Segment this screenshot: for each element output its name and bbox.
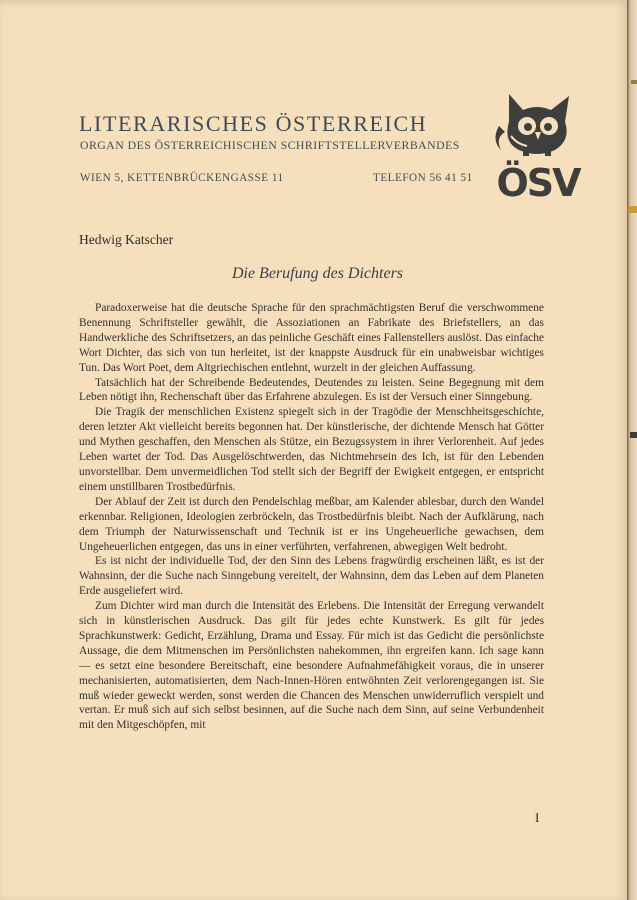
logo-text: ÖSV — [496, 161, 580, 200]
paragraph: Die Tragik der menschlichen Existenz spiegelt sich in der Tragödie der Menschheitsgeschichte, deren letzter Akt vielleicht bereits begonnen hat. Der künstlerische, der dichtende Mensch hat Götter und Mythen geschaffen, den Menschen als Stütze, ein Bezugssystem in ihrer Verlorenheit. Auf jedes Leben wartet der Tod. Das Ausgelöschtwerden, das Nichtmehrsein des Ich, ist für den Lebenden unvorstellbar. Dem unvermeidlichen Tod stellt sich der Begriff der Ewigkeit entgegen, er entspricht einem unstillbaren Trostbedürfnis. — [79, 406, 544, 493]
article-title: Die Berufung des Dichters — [231, 265, 404, 282]
paragraph: Paradoxerweise hat die deutsche Sprache für den sprachmächtigsten Beruf die verschwommene Benennung Schriftsteller gewählt, die Assoziationen an Fabrikate des Briefstellers, an das Handwerkliche des Schriftsetzers, an das peinliche Geschäft eines Fallenstellers auslöst. Das einfache Wort Dichter, das sich von tun herleitet, ist der knappste Ausdruck für ein unabweisbar wichtiges Tun. Das Wort Poet, dem Altgriechischen entlehnt, wurzelt in der gleichen Auffassung. — [79, 302, 544, 374]
page-edge-mark — [631, 80, 637, 84]
page-number: I — [535, 810, 540, 825]
page-edge — [627, 0, 637, 900]
masthead-phone: TELEFON 56 41 51 — [373, 172, 473, 184]
masthead-address: WIEN 5, KETTENBRÜCKENGASSE 11 — [80, 172, 284, 184]
masthead-subtitle: ORGAN DES ÖSTERREICHISCHEN SCHRIFTSTELLERVERBANDES — [80, 138, 460, 152]
osv-owl-logo — [489, 92, 587, 200]
paragraph: Der Ablauf der Zeit ist durch den Pendelschlag meßbar, am Kalender ablesbar, durch den Wandel erkennbar. Religionen, Ideologien zerbröckeln, das Trostbedürfnis bleibt. Nach der Aufklärung, nach dem Triumph der Naturwissenschaft und Technik ist er ins Ungeheuerliche gewachsen, dem Ungeheuerlichen entgegen, das uns in einer verführten, verfahrenen, abwegigen Welt bedroht. — [79, 495, 544, 553]
author-name: Hedwig Katscher — [79, 232, 174, 247]
masthead-title: LITERARISCHES ÖSTERREICH — [79, 111, 428, 136]
article-body — [79, 301, 544, 733]
page-edge-mark — [630, 432, 637, 438]
owl-icon — [495, 94, 569, 156]
paragraph: Zum Dichter wird man durch die Intensität des Erlebens. Die Intensität der Erregung verwandelt sich in künstlerischen Ausdruck. Das gilt für jedes echte Kunstwerk. Es gilt für jedes Sprachkunstwerk: Gedicht, Erzählung, Drama und Essay. Für mich ist das Gedicht die persönlichste Aussage, die dem Mitmenschen im Persönlichsten nahekommen, ihn ergreifen kann. Ich sage kann — es setzt eine besondere Bereitschaft, eine besondere Aufnahmefähigkeit voraus, die in unserer mechanisierten, automatisierten, dem Nach-Innen-Hören entwöhnten Zeit verlorengegangen ist. Sie muß wieder geweckt werden, sonst werden die Chancen des Menschen unwiderruflich verspielt und vertan. Er muß sich auf sich selbst besinnen, auf die Suche nach dem Sinn, auf seine Verbundenheit mit den Mitgeschöpfen, mit — [79, 600, 544, 732]
page-edge-mark — [628, 206, 637, 213]
paragraph: Tatsächlich hat der Schreibende Bedeutendes, Deutendes zu leisten. Seine Begegnung mit dem Leben nötigt ihn, Rechenschaft über das Erfahrene abzulegen. Es ist der Versuch einer Sinngebung. — [79, 376, 544, 404]
paragraph: Es ist nicht der individuelle Tod, der den Sinn des Lebens fragwürdig erscheinen läßt, es ist der Wahnsinn, der die Suche nach Sinngebung vereitelt, der Wahnsinn, dem das Leben auf dem Planeten Erde ausgeliefert wird. — [79, 555, 544, 598]
